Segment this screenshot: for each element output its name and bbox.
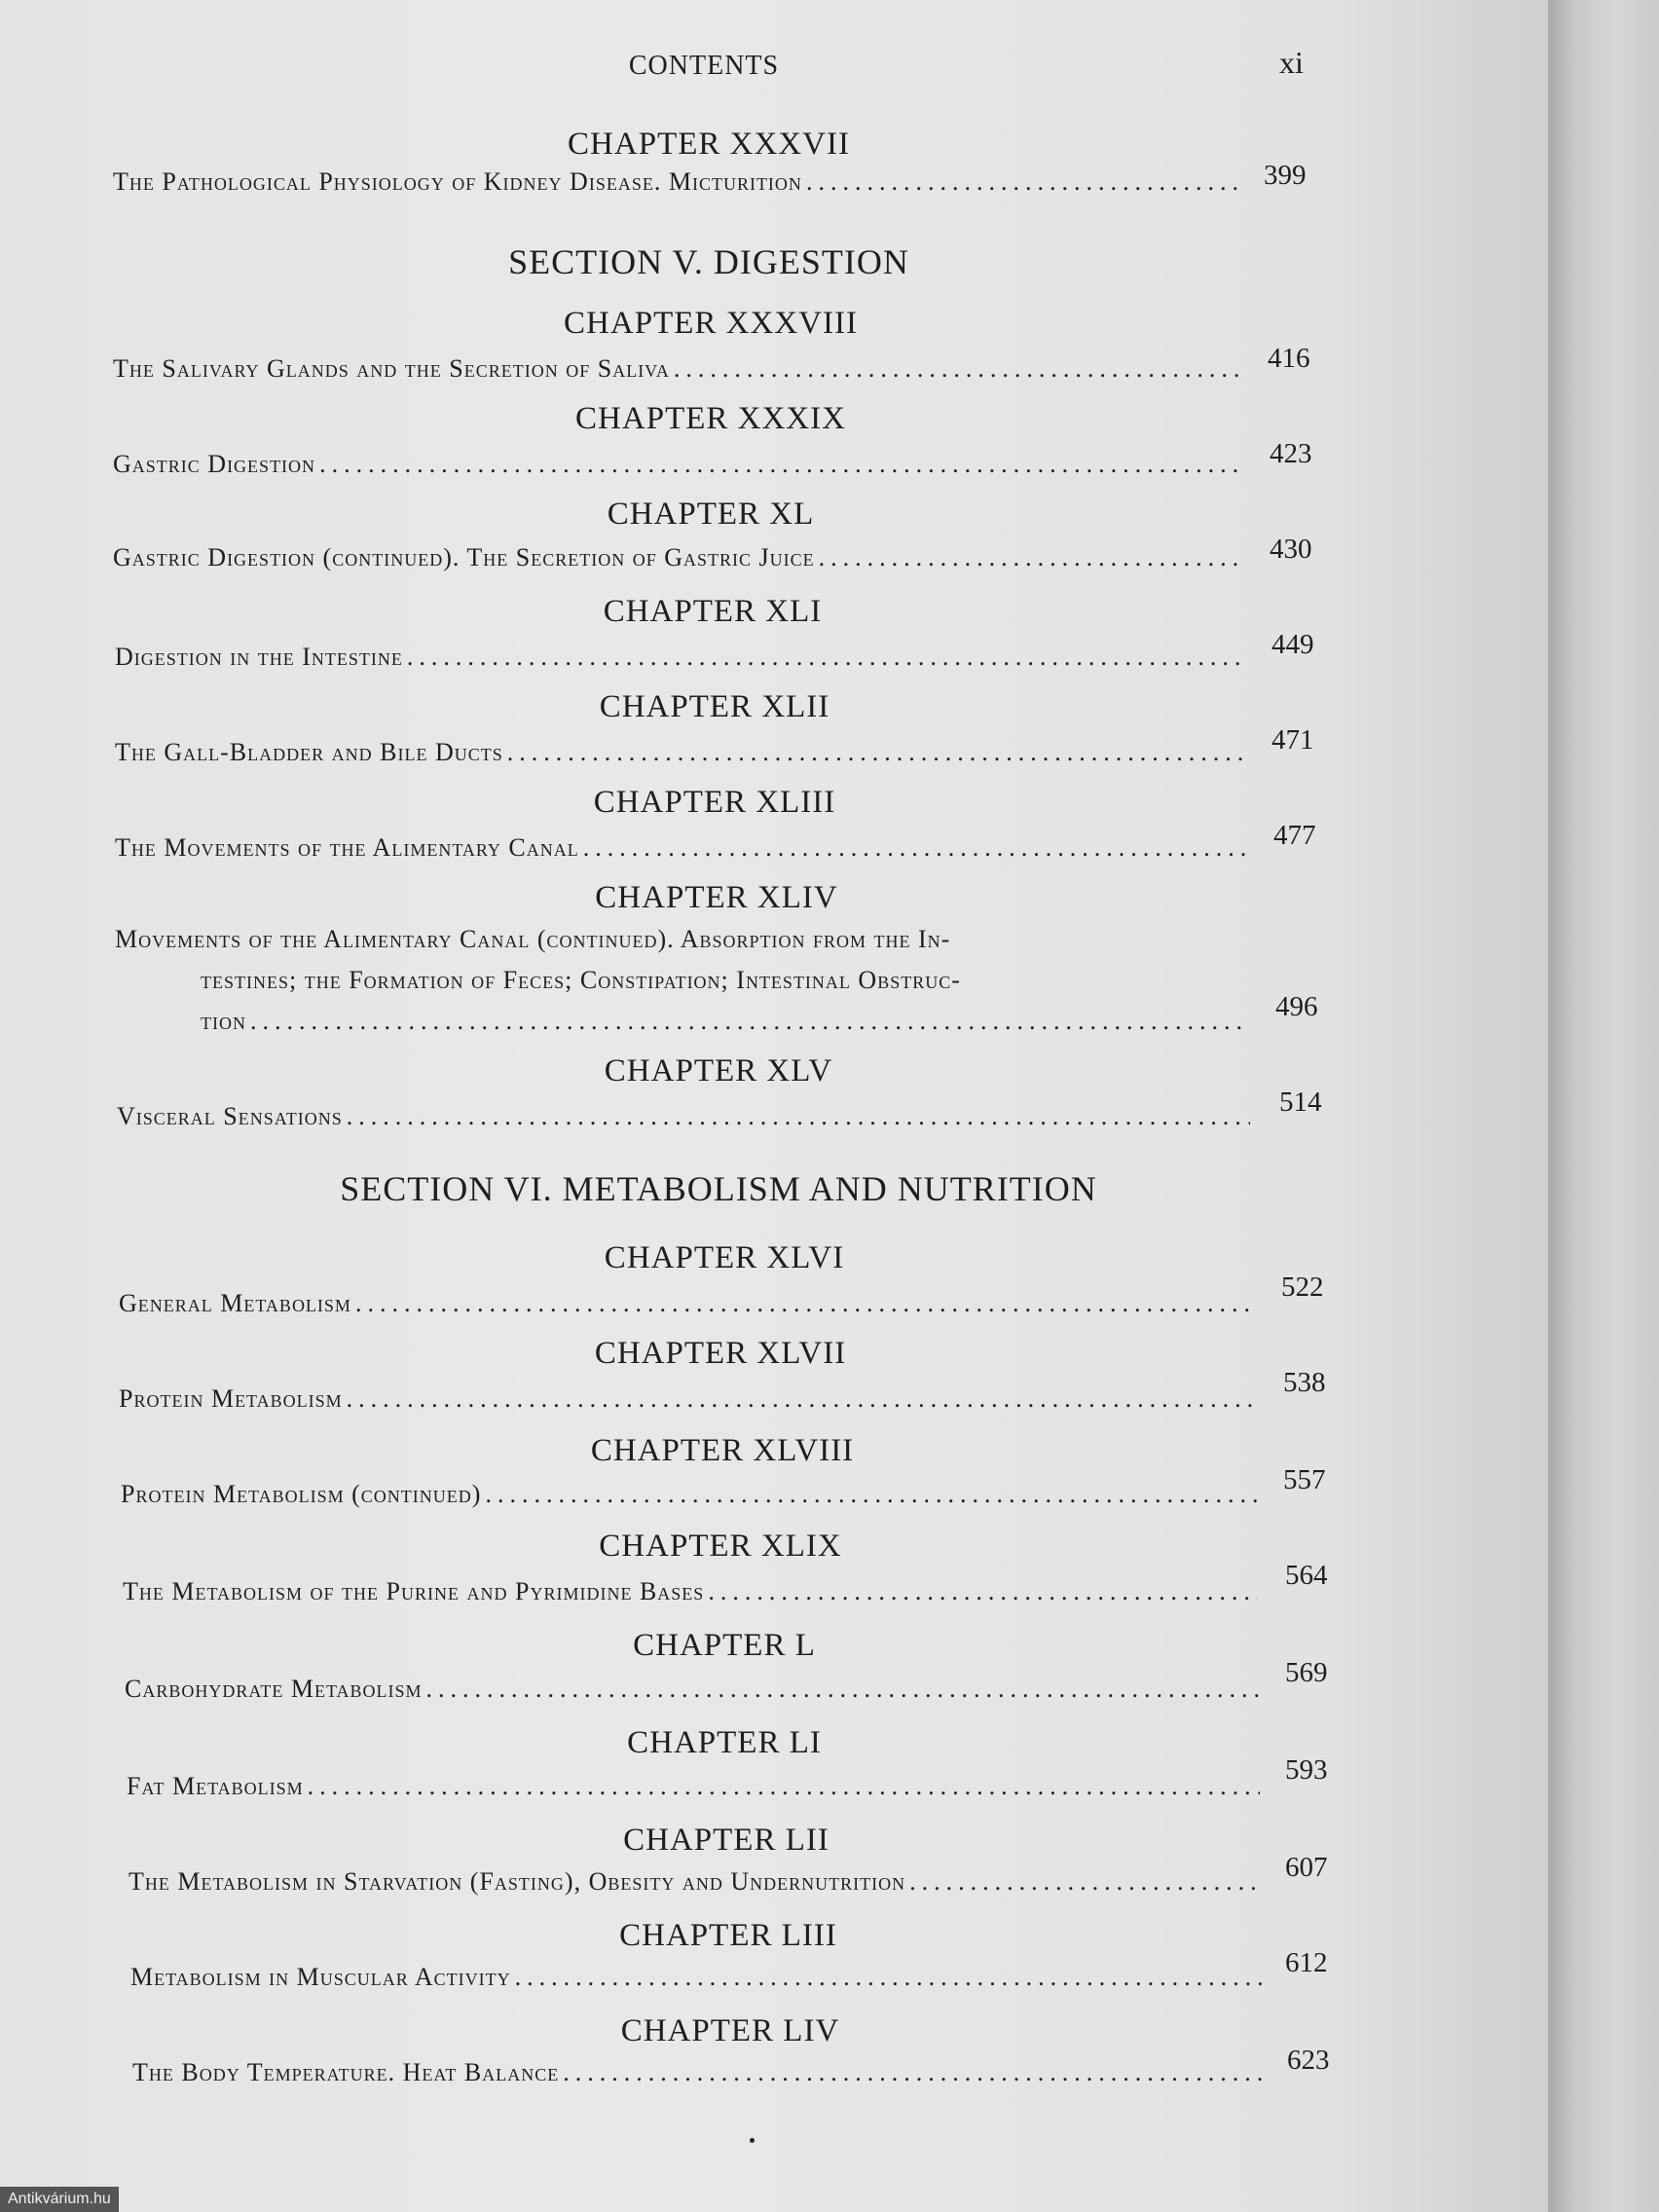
page-number: 496 bbox=[1275, 991, 1318, 1022]
page-number: 612 bbox=[1285, 1947, 1328, 1978]
running-head: CONTENTS bbox=[628, 51, 780, 81]
page-number: 557 bbox=[1283, 1464, 1326, 1495]
chapter-heading: CHAPTER LIII bbox=[619, 1918, 837, 1953]
page-number: 477 bbox=[1273, 820, 1316, 851]
chapter-heading: CHAPTER XLI bbox=[603, 594, 823, 629]
page-numeral: xi bbox=[1279, 45, 1304, 80]
page-number: 607 bbox=[1285, 1852, 1328, 1883]
chapter-heading: CHAPTER XLV bbox=[604, 1053, 833, 1088]
toc-entry-title: The Metabolism of the Purine and Pyrimidine Bases bbox=[123, 1577, 705, 1605]
page-number: 623 bbox=[1287, 2045, 1330, 2076]
toc-entry-title: Metabolism in Muscular Activity bbox=[130, 1963, 511, 1991]
toc-entry bbox=[127, 1772, 1264, 1801]
chapter-heading: CHAPTER XXXVIII bbox=[564, 306, 858, 341]
toc-entry bbox=[113, 543, 1246, 572]
page-number: 449 bbox=[1272, 629, 1314, 660]
chapter-heading: CHAPTER XLVII bbox=[594, 1336, 847, 1371]
dot-leader bbox=[909, 1867, 1262, 1897]
toc-entry-title: The Body Temperature. Heat Balance bbox=[132, 2058, 560, 2086]
toc-entry bbox=[113, 167, 1242, 197]
page-number: 522 bbox=[1281, 1272, 1324, 1303]
chapter-heading: CHAPTER XLIX bbox=[599, 1529, 842, 1564]
section-heading: SECTION V. DIGESTION bbox=[508, 242, 909, 281]
chapter-heading: CHAPTER LII bbox=[623, 1823, 830, 1858]
toc-entry bbox=[117, 1102, 1254, 1131]
dot-leader bbox=[563, 2058, 1262, 2087]
page-edge-shadow bbox=[1548, 0, 1659, 2212]
page-number: 399 bbox=[1264, 160, 1307, 191]
toc-entry-title: Visceral Sensations bbox=[117, 1102, 343, 1130]
toc-entry-title: The Metabolism in Starvation (Fasting), Obesity and Undernutrition bbox=[129, 1867, 906, 1896]
toc-entry bbox=[115, 738, 1250, 767]
toc-entry-title: Protein Metabolism bbox=[119, 1384, 343, 1413]
chapter-heading: CHAPTER LIV bbox=[620, 2013, 840, 2048]
chapter-heading: CHAPTER L bbox=[633, 1628, 816, 1663]
toc-entry bbox=[129, 1867, 1266, 1897]
toc-entry-title: Digestion in the Intestine bbox=[115, 643, 403, 671]
dot-leader bbox=[319, 450, 1240, 479]
toc-entry bbox=[115, 643, 1248, 672]
toc-entry bbox=[119, 1384, 1260, 1414]
toc-entry bbox=[113, 450, 1244, 479]
chapter-heading: CHAPTER LI bbox=[627, 1725, 822, 1760]
toc-entry-title: tion bbox=[201, 1007, 246, 1035]
toc-entry-title: Gastric Digestion (continued). The Secretion of Gastric Juice bbox=[113, 543, 815, 571]
toc-entry-title: General Metabolism bbox=[119, 1289, 351, 1317]
section-heading: SECTION VI. METABOLISM AND NUTRITION bbox=[340, 1169, 1097, 1208]
print-speck bbox=[750, 2138, 755, 2143]
chapter-heading: CHAPTER XL bbox=[607, 497, 815, 532]
page-number: 430 bbox=[1270, 534, 1312, 565]
toc-entry-title: Gastric Digestion bbox=[113, 450, 316, 478]
chapter-heading: CHAPTER XLVIII bbox=[590, 1433, 855, 1468]
dot-leader bbox=[515, 1963, 1262, 1992]
toc-entry bbox=[201, 1007, 1252, 1036]
toc-entry-title: The Pathological Physiology of Kidney Disease. Micturition bbox=[113, 167, 802, 196]
toc-entry-title-line: Movements of the Alimentary Canal (continued). Absorption from the In- bbox=[115, 925, 951, 953]
toc-entry-title: Carbohydrate Metabolism bbox=[125, 1675, 423, 1703]
page-number: 593 bbox=[1285, 1754, 1328, 1786]
toc-entry-title: The Gall-Bladder and Bile Ducts bbox=[115, 738, 503, 766]
dot-leader bbox=[819, 543, 1242, 572]
dot-leader bbox=[407, 643, 1244, 672]
toc-entry-title: The Salivary Glands and the Secretion of Saliva bbox=[113, 354, 670, 383]
dot-leader bbox=[308, 1772, 1260, 1801]
dot-leader bbox=[426, 1675, 1260, 1704]
page-number: 423 bbox=[1270, 438, 1312, 469]
chapter-heading: CHAPTER XLII bbox=[599, 689, 830, 724]
toc-entry-title: Fat Metabolism bbox=[127, 1772, 304, 1800]
chapter-heading: CHAPTER XXXIX bbox=[575, 401, 846, 436]
dot-leader bbox=[485, 1480, 1258, 1509]
watermark-label: Antikvárium.hu bbox=[0, 2187, 119, 2212]
toc-entry bbox=[132, 2058, 1266, 2087]
toc-entry bbox=[121, 1480, 1262, 1509]
dot-leader bbox=[708, 1577, 1258, 1606]
dot-leader bbox=[347, 1102, 1250, 1131]
page-number: 564 bbox=[1285, 1560, 1328, 1591]
toc-entry-title-line: testines; the Formation of Feces; Constipation; Intestinal Obstruc- bbox=[201, 966, 961, 994]
dot-leader bbox=[507, 738, 1246, 767]
dot-leader bbox=[583, 833, 1248, 863]
toc-entry bbox=[115, 833, 1252, 863]
toc-entry bbox=[123, 1577, 1262, 1606]
dot-leader bbox=[250, 1007, 1248, 1036]
dot-leader bbox=[355, 1289, 1254, 1318]
page-number: 416 bbox=[1268, 343, 1310, 374]
dot-leader bbox=[674, 354, 1238, 384]
chapter-heading: CHAPTER XXXVII bbox=[568, 127, 850, 162]
chapter-heading: CHAPTER XLIV bbox=[595, 880, 838, 915]
toc-entry bbox=[113, 354, 1242, 384]
dot-leader bbox=[806, 167, 1238, 197]
toc-entry-title: Protein Metabolism (continued) bbox=[121, 1480, 482, 1508]
page-number: 471 bbox=[1272, 724, 1314, 756]
toc-entry bbox=[119, 1289, 1258, 1318]
page-number: 514 bbox=[1279, 1087, 1322, 1118]
chapter-heading: CHAPTER XLIII bbox=[593, 785, 836, 820]
page-number: 569 bbox=[1285, 1657, 1328, 1688]
toc-entry-title: The Movements of the Alimentary Canal bbox=[115, 833, 579, 862]
toc-entry bbox=[130, 1963, 1266, 1992]
chapter-heading: CHAPTER XLVI bbox=[604, 1240, 845, 1275]
toc-entry bbox=[125, 1675, 1264, 1704]
page-number: 538 bbox=[1283, 1367, 1326, 1398]
dot-leader bbox=[347, 1384, 1256, 1414]
